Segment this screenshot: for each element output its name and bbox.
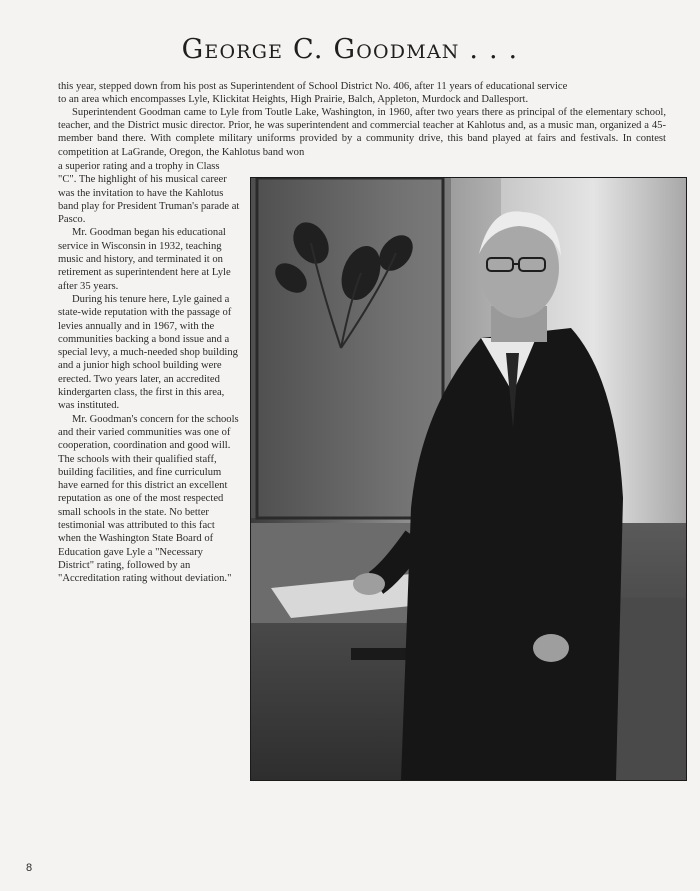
portrait-illustration — [251, 178, 686, 780]
portrait-photo — [250, 177, 687, 781]
paragraph-career: Mr. Goodman began his educational service in Wisconsin in 1932, teaching music and history, and terminated it on retirement as superintendent here at Lyle after 35 years. — [58, 227, 231, 292]
intro-line-1: this year, stepped down from his post as Superintendent of School District No. 406, after 11 years of educational service — [58, 81, 568, 92]
paragraph-tenure: During his tenure here, Lyle gained a state-wide reputation with the passage of levies annually and in 1967, with the communities backing a bond issue and a special levy, a much-needed shop building and a junior high school building were erected. Two years later, an accredited kindergarten class, the first in this area, was instituted. — [58, 293, 238, 412]
paragraph-band: a superior rating and a trophy in Class "C". The highlight of his musical career was the invitation to have the Kahlotus band play for President Truman's parade at Pasco. — [58, 161, 240, 226]
page-title: George C. Goodman . . . — [181, 34, 519, 65]
page-number: 8 — [26, 862, 33, 874]
intro-line-2: to an area which encompasses Lyle, Klickitat Heights, High Prairie, Balch, Appleton, Murdock and Dallesport. — [58, 94, 529, 105]
text-column — [58, 160, 240, 586]
paragraph-full-width: Superintendent Goodman came to Lyle from Toutle Lake, Washington, in 1960, after two years there as principal of the elementary school, teacher, and the District music director. Prior, he was superintendent and commercial teacher at Kahlotus and, as a music man, organized a 45-member band there. With complete military uniforms provided by a community drive, this band played at fairs and festivals. In contest competition at LaGrande, Oregon, the Kahlotus band won — [58, 107, 666, 158]
paragraph-concern: Mr. Goodman's concern for the schools and their varied communities was one of cooperation, coordination and good will. The schools with their qualified staff, building facilities, and fine curriculum have earned for this district an excellent reputation as one of the most respected small schools in the state. No better testimonial was attributed to this fact when the Washington State Board of Education gave Lyle a "Necessary District" rating, followed by an "Accreditation rating without deviation." — [58, 413, 239, 585]
